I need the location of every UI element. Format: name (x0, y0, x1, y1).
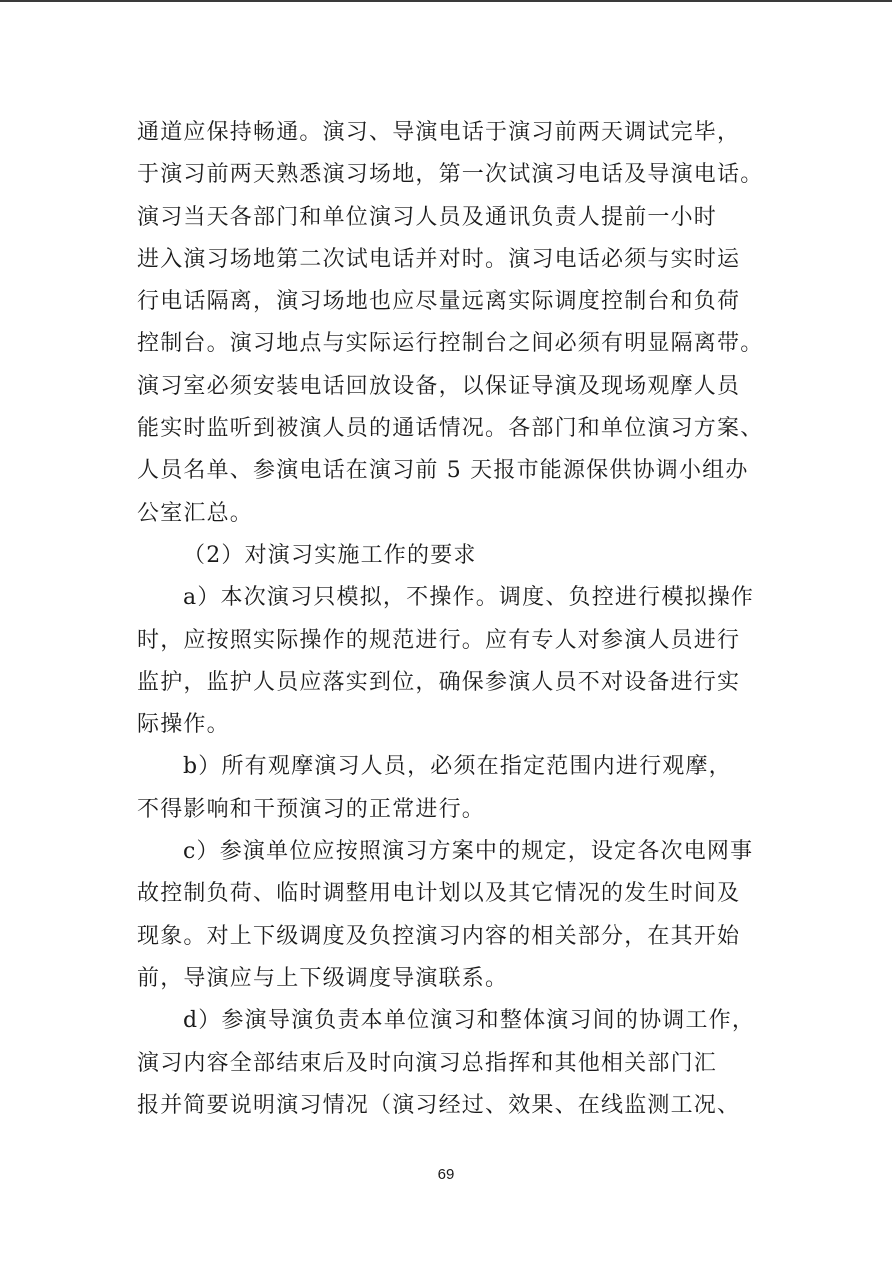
text-line: 现象。对上下级调度及负控演习内容的相关部分，在其开始 (137, 923, 741, 949)
text-line: 能实时监听到被演人员的通话情况。各部门和单位演习方案、 (137, 416, 764, 442)
text-line: 际操作。 (137, 712, 230, 738)
text-line: d）参演导演负责本单位演习和整体演习间的协调工作， (183, 1008, 756, 1034)
text-line: 报并简要说明演习情况（演习经过、效果、在线监测工况、 (137, 1092, 741, 1118)
text-line: 监护，监护人员应落实到位，确保参演人员不对设备进行实 (137, 669, 741, 695)
text-line: 通道应保持畅通。演习、导演电话于演习前两天调试完毕， (137, 120, 741, 145)
text-line: 前，导演应与上下级调度导演联系。 (137, 965, 509, 991)
document-body (137, 112, 767, 1127)
text-line: 时，应按照实际操作的规范进行。应有专人对参演人员进行 (137, 627, 741, 653)
text-line: 人员名单、参演电话在演习前 5 天报市能源保供协调小组办 (137, 458, 749, 484)
text-line: 故控制负荷、临时调整用电计划以及其它情况的发生时间及 (137, 881, 741, 907)
page-number: 69 (437, 1166, 455, 1183)
text-line: 演习当天各部门和单位演习人员及通讯负责人提前一小时 (137, 204, 718, 230)
text-line: 行电话隔离，演习场地也应尽量远离实际调度控制台和负荷 (137, 289, 741, 315)
text-line: a）本次演习只模拟，不操作。调度、负控进行模拟操作 (183, 585, 755, 611)
top-border-rule (0, 0, 892, 2)
text-line: 不得影响和干预演习的正常进行。 (137, 796, 486, 822)
text-line: 演习室必须安装电话回放设备，以保证导演及现场观摩人员 (137, 373, 741, 399)
text-line: 控制台。演习地点与实际运行控制台之间必须有明显隔离带。 (137, 331, 764, 357)
text-line: 进入演习场地第二次试电话并对时。演习电话必须与实时运 (137, 246, 741, 272)
text-line: b）所有观摩演习人员，必须在指定范围内进行观摩， (183, 754, 732, 780)
text-line: 于演习前两天熟悉演习场地，第一次试演习电话及导演电话。 (137, 162, 764, 188)
text-line: c）参演单位应按照演习方案中的规定，设定各次电网事 (183, 839, 754, 865)
text-line: 公室汇总。 (137, 500, 254, 526)
text-line: 演习内容全部结束后及时向演习总指挥和其他相关部门汇 (137, 1050, 718, 1076)
section-heading: （2）对演习实施工作的要求 (183, 542, 477, 568)
